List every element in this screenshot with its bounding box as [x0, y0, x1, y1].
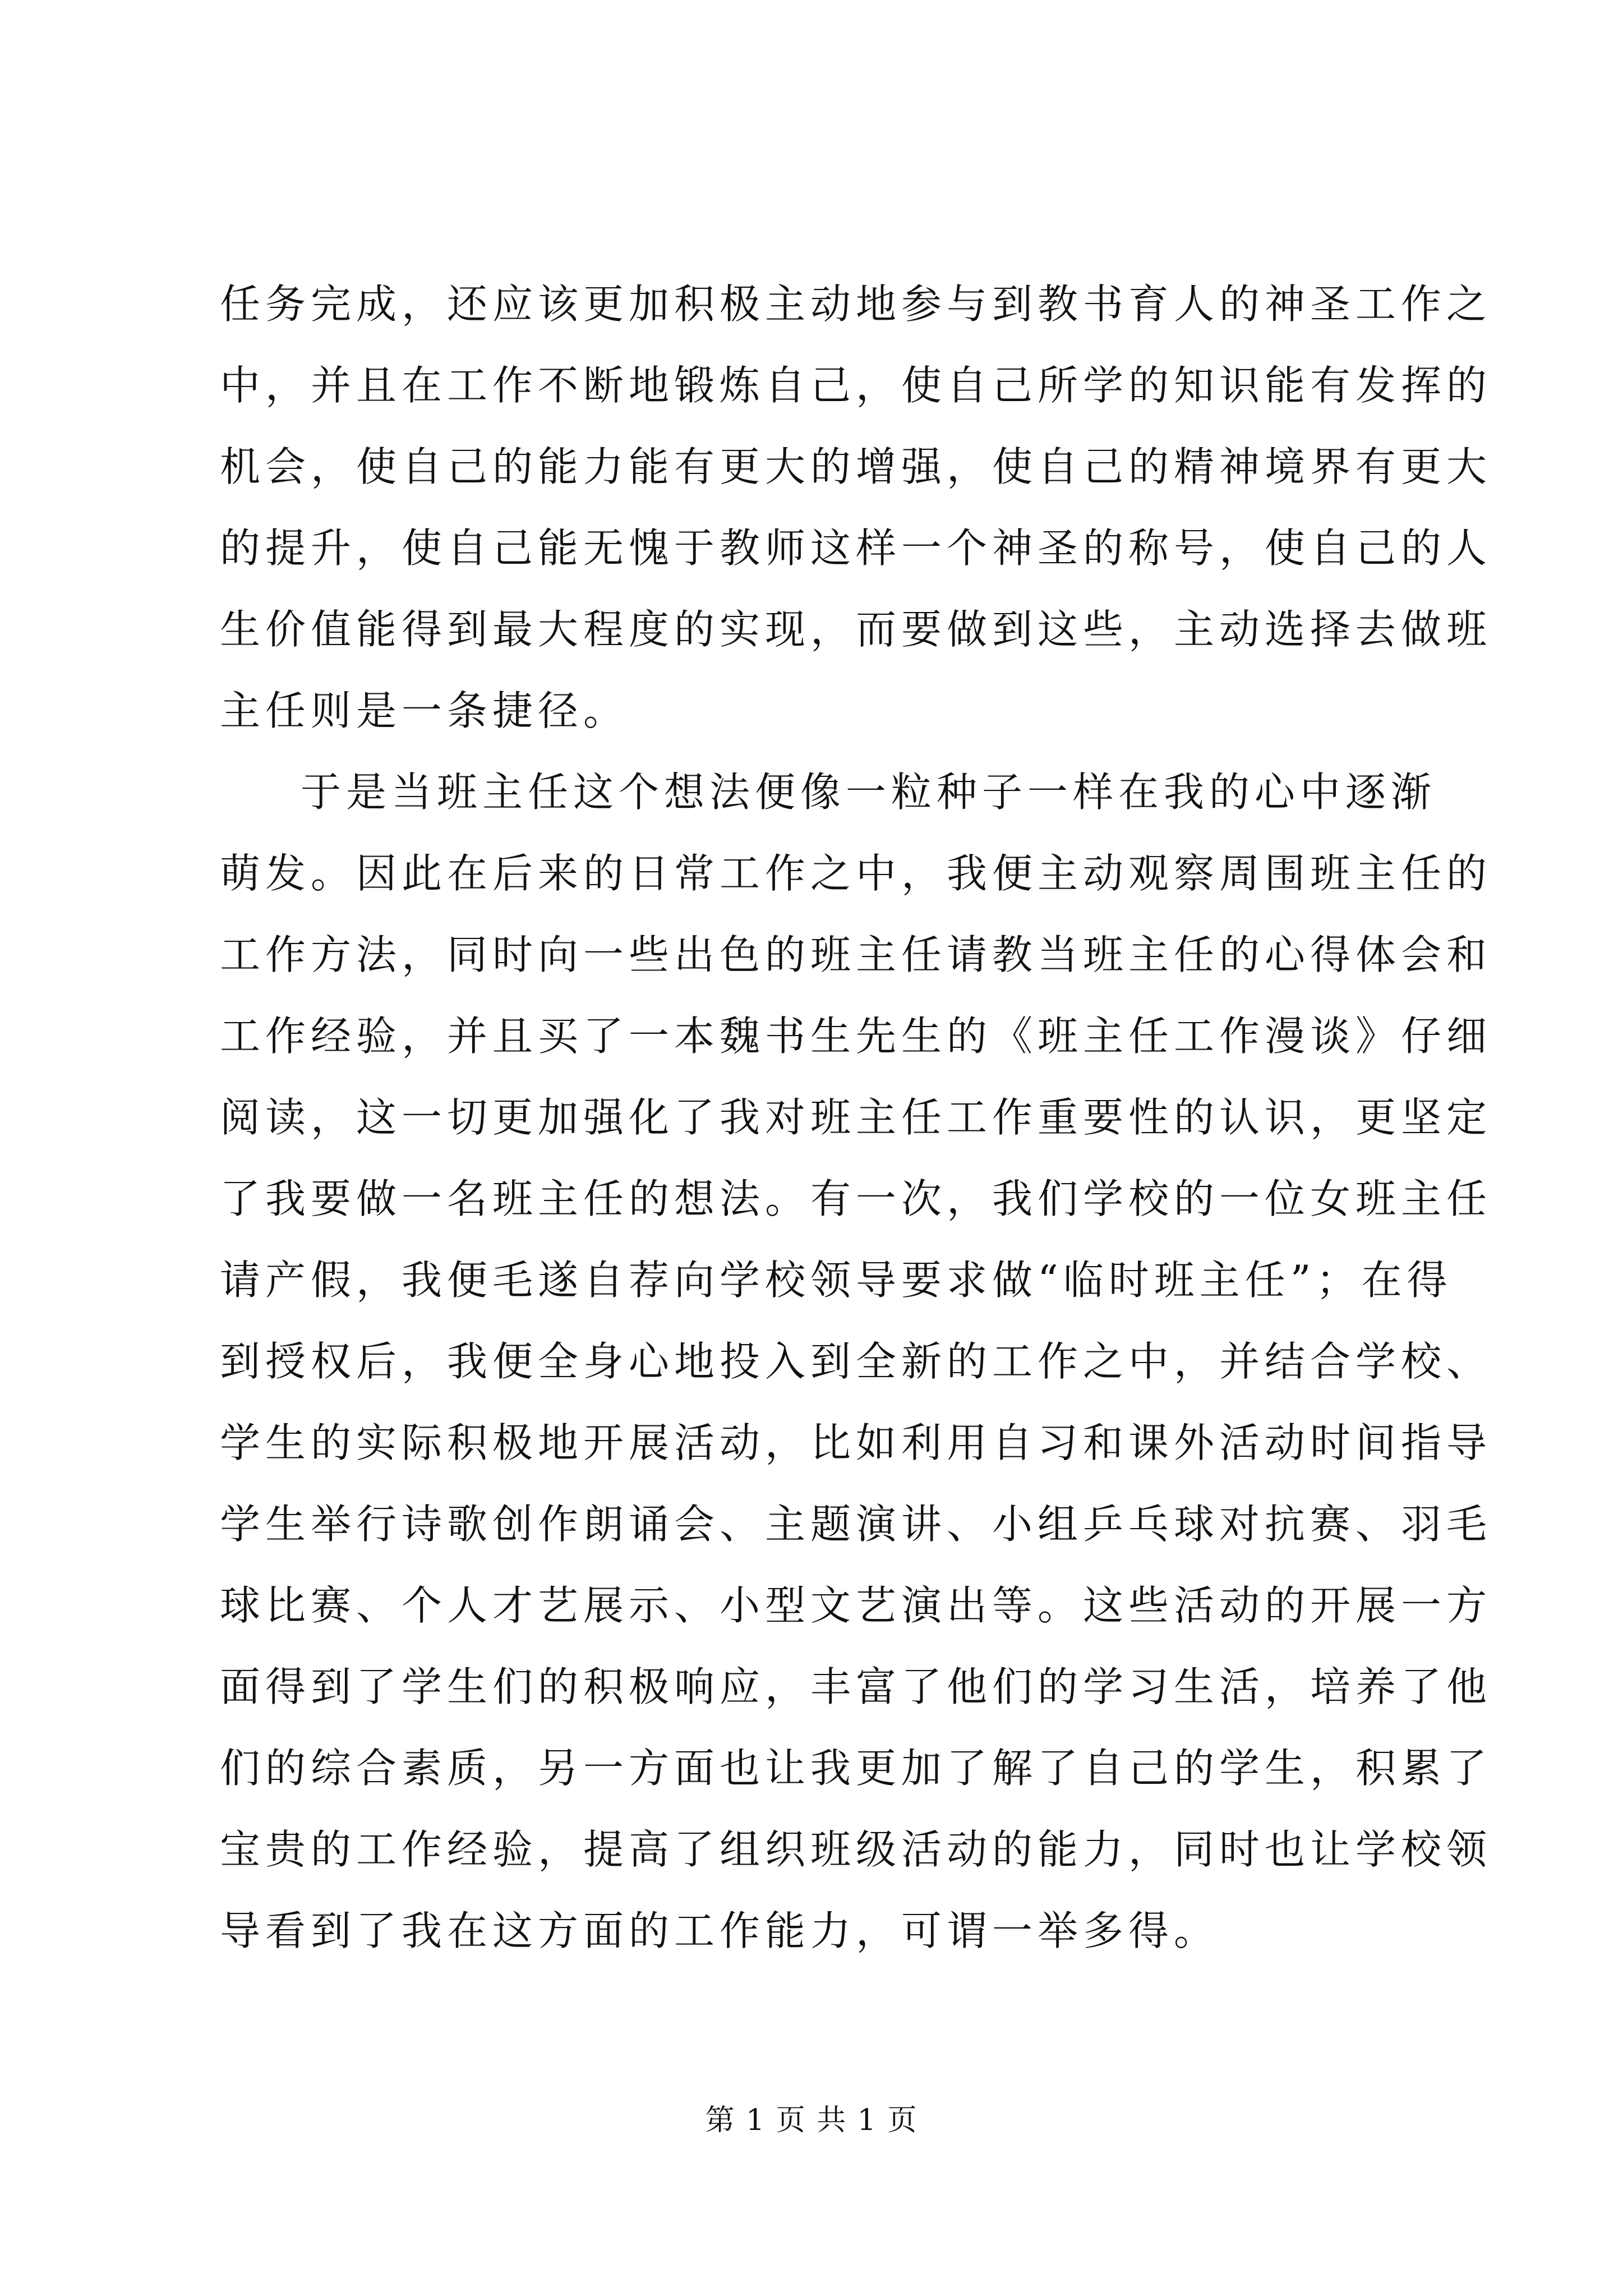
text-line: 学生的实际积极地开展活动，比如利用自习和课外活动时间指导 [220, 1419, 1492, 1466]
text-line: 工作方法，同时向一些出色的班主任请教当班主任的心得体会和 [220, 931, 1492, 978]
text-line: 到授权后，我便全身心地投入到全新的工作之中，并结合学校、 [220, 1338, 1492, 1385]
text-line: 球比赛、个人才艺展示、小型文艺演出等。这些活动的开展一方 [220, 1582, 1492, 1629]
body-text [220, 264, 1492, 1972]
text-line: 导看到了我在这方面的工作能力，可谓一举多得。 [220, 1907, 1220, 1954]
text-line: 生价值能得到最大程度的实现，而要做到这些，主动选择去做班 [220, 606, 1492, 653]
text-line: 面得到了学生们的积极响应，丰富了他们的学习生活，培养了他 [220, 1663, 1492, 1710]
text-line: 请产假，我便毛遂自荐向学校领导要求做“临时班主任”；在得 [220, 1257, 1453, 1304]
text-line: 阅读，这一切更加强化了我对班主任工作重要性的认识，更坚定 [220, 1094, 1492, 1141]
text-line: 机会，使自己的能力能有更大的增强，使自己的精神境界有更大 [220, 443, 1492, 490]
text-line: 任务完成，还应该更加积极主动地参与到教书育人的神圣工作之 [220, 280, 1492, 328]
paragraph-first-line: 于是当班主任这个想法便像一粒种子一样在我的心中逐渐 [301, 769, 1437, 816]
text-line: 们的综合素质，另一方面也让我更加了解了自己的学生，积累了 [220, 1745, 1492, 1792]
text-line: 了我要做一名班主任的想法。有一次，我们学校的一位女班主任 [220, 1175, 1492, 1222]
page-footer: 第 1 页 共 1 页 [705, 2104, 918, 2137]
text-line: 中，并且在工作不断地锻炼自己，使自己所学的知识能有发挥的 [220, 362, 1492, 409]
text-line: 萌发。因此在后来的日常工作之中，我便主动观察周围班主任的 [220, 850, 1492, 897]
text-line: 学生举行诗歌创作朗诵会、主题演讲、小组乒乓球对抗赛、羽毛 [220, 1501, 1492, 1548]
text-line: 宝贵的工作经验，提高了组织班级活动的能力，同时也让学校领 [220, 1826, 1492, 1873]
text-line: 工作经验，并且买了一本魏书生先生的《班主任工作漫谈》仔细 [220, 1013, 1492, 1060]
text-line: 主任则是一条捷径。 [220, 687, 629, 734]
text-line: 的提升，使自己能无愧于教师这样一个神圣的称号，使自己的人 [220, 524, 1492, 572]
